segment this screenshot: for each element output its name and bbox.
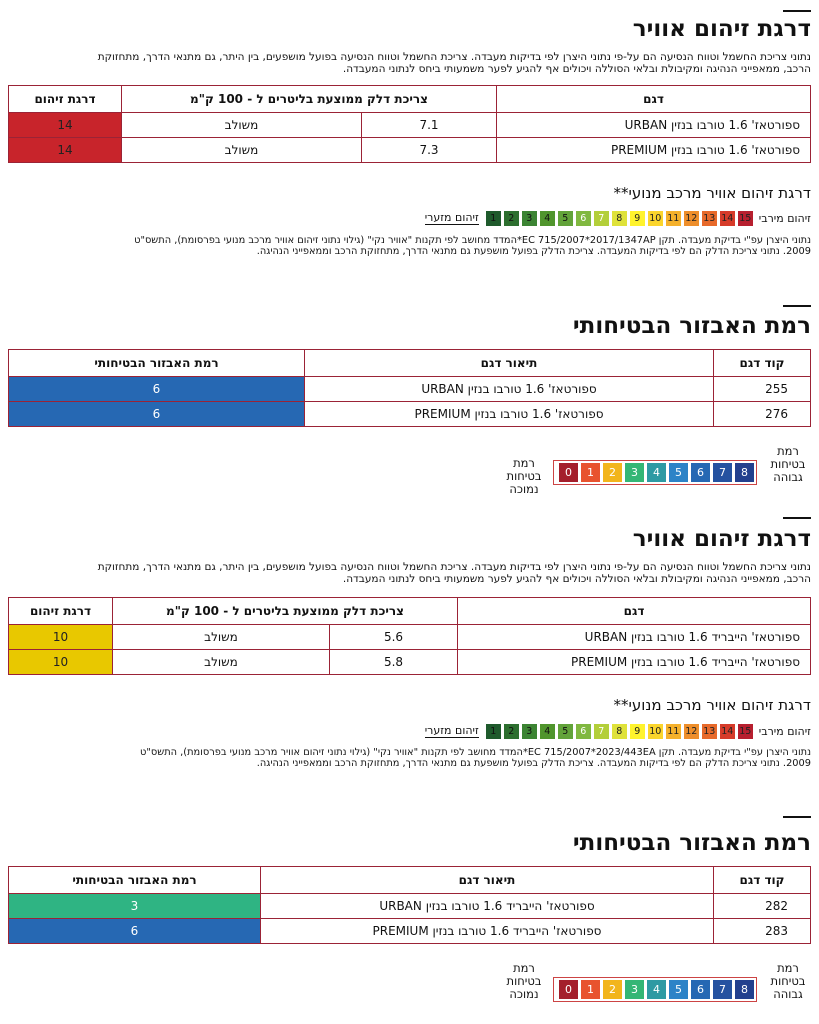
table-row — [9, 113, 811, 138]
scale-low-label: זיהום מזערי — [424, 211, 479, 224]
fuel-value-cell: 7.3 — [362, 138, 497, 163]
header-fuel: צריכת דלק ממוצעת בליטרים ל - 100 ק"מ — [122, 86, 497, 113]
safety-low-label: רמת בטיחות נמוכה — [506, 456, 542, 496]
pollution-level-15: 15 — [739, 212, 752, 224]
pollution-level-7: 7 — [594, 211, 609, 226]
pollution-level-6: 6 — [576, 724, 591, 739]
safety-level-7: 7 — [713, 980, 732, 999]
pollution-section-1 — [8, 10, 811, 270]
description-cell: ספורטאז' הייבריד 1.6 טורבו בנזין PREMIUM — [261, 919, 714, 944]
pollution-level-4: 4 — [540, 724, 555, 739]
grade-cell: 10 — [9, 625, 113, 650]
cycle-cell: משולב — [122, 113, 362, 138]
safety-level-6: 6 — [691, 463, 710, 482]
footnote: נתוני היצרן עפ"י בדיקת מעבדה. תקן EC 715/2007*2017/1347AP*המדד מחושב לפי תקנות "אוויר נקי" (גילוי נתוני זיהום אוויר מרכב מנועי בפרסומת), התשס"ט 2009. נתוני צריכת הדלק הם לפי בדיקות המעבדה. צריכת הדלק בפועל מושפעת גם מתנאי הדרך, מתחזוקת הרכב וממאפייני הנהיגה. — [134, 235, 811, 257]
safety-table — [8, 866, 811, 944]
scale-high-label: זיהום מירבי — [758, 724, 811, 738]
safety-level-6: 6 — [691, 980, 710, 999]
section-title: דרגת זיהום אוויר — [632, 526, 811, 552]
section-description: נתוני צריכת החשמל וטווח הנסיעה הם על-פי נתוני היצרן לפי בדיקות מעבדה. צריכת החשמל וטווח הנסיעה בפועל מושפעים, בין היתר, גם מתנאי הדרך, מתחזוקת הרכב, ממאפייני הנהיגה ומקיבולת ובלאי הסוללה ויכולים אף להגיע לפער משמעותי ביחס לנתוני המעבדה. — [97, 561, 811, 585]
table-row — [9, 625, 811, 650]
pollution-table — [8, 597, 811, 675]
level-cell: 6 — [9, 402, 305, 427]
header-grade: דרגת זיהום — [9, 86, 122, 113]
grade-cell: 14 — [9, 138, 122, 163]
safety-high-label: רמת בטיחות גבוהה — [770, 961, 806, 1001]
scale-high-label: זיהום מירבי — [758, 211, 811, 225]
pollution-level-3: 3 — [522, 211, 537, 226]
pollution-level-14: 14 — [721, 212, 734, 224]
model-cell: ספורטאז' 1.6 טורבו בנזין PREMIUM — [497, 138, 811, 163]
pollution-level-10: 10 — [649, 725, 662, 737]
footnote: נתוני היצרן עפ"י בדיקת מעבדה. תקן EC 715/2007*2023/443EA*המדד מחושב לפי תקנות "אוויר נקי" (גילוי נתוני זיהום אוויר מרכב מנועי בפרסומת), התשס"ט 2009. נתוני צריכת הדלק הם לפי בדיקות המעבדה. צריכת הדלק בפועל מושפעת גם מתנאי הדרך, מתחזוקת הרכב וממאפייני הנהיגה. — [140, 747, 811, 769]
safety-level-3: 3 — [625, 463, 644, 482]
pollution-table — [8, 85, 811, 163]
pollution-section-2 — [8, 517, 811, 777]
table-row — [9, 377, 811, 402]
pollution-scale — [425, 723, 811, 739]
header-grade: דרגת זיהום — [9, 598, 113, 625]
pollution-level-5: 5 — [558, 211, 573, 226]
table-row — [9, 919, 811, 944]
section-divider — [783, 10, 811, 12]
fuel-value-cell: 7.1 — [362, 113, 497, 138]
description-cell: ספורטאז' 1.6 טורבו בנזין PREMIUM — [305, 402, 714, 427]
fuel-value-cell: 5.6 — [330, 625, 458, 650]
pollution-scale — [425, 210, 811, 226]
table-row — [9, 402, 811, 427]
safety-level-2: 2 — [603, 980, 622, 999]
pollution-level-8: 8 — [612, 724, 627, 739]
pollution-level-7: 7 — [594, 724, 609, 739]
safety-level-2: 2 — [603, 463, 622, 482]
code-cell: 276 — [714, 402, 811, 427]
safety-level-3: 3 — [625, 980, 644, 999]
section-description: נתוני צריכת החשמל וטווח הנסיעה הם על-פי נתוני היצרן לפי בדיקות מעבדה. צריכת החשמל וטווח הנסיעה בפועל מושפעים, בין היתר, גם מתנאי הדרך, מתחזוקת הרכב, ממאפייני הנהיגה ומקיבולת ובלאי הסוללה ויכולים אף להגיע לפער משמעותי ביחס לנתוני המעבדה. — [97, 51, 811, 75]
safety-level-5: 5 — [669, 463, 688, 482]
pollution-level-13: 13 — [703, 725, 716, 737]
section-title: רמת האבזור הבטיחותי — [572, 830, 811, 856]
table-row — [9, 894, 811, 919]
pollution-level-6: 6 — [576, 211, 591, 226]
pollution-level-4: 4 — [540, 211, 555, 226]
header-code: קוד דגם — [714, 350, 811, 377]
code-cell: 283 — [714, 919, 811, 944]
model-cell: ספורטאז' הייבריד 1.6 טורבו בנזין URBAN — [458, 625, 811, 650]
header-model: דגם — [497, 86, 811, 113]
safety-level-8: 8 — [735, 463, 754, 482]
table-row — [9, 650, 811, 675]
safety-scale — [8, 962, 811, 1012]
pollution-level-8: 8 — [612, 211, 627, 226]
safety-level-5: 5 — [669, 980, 688, 999]
pollution-level-12: 12 — [685, 212, 698, 224]
section-divider — [783, 517, 811, 519]
description-cell: ספורטאז' 1.6 טורבו בנזין URBAN — [305, 377, 714, 402]
pollution-level-1: 1 — [486, 724, 501, 739]
level-cell: 3 — [9, 894, 261, 919]
fuel-value-cell: 5.8 — [330, 650, 458, 675]
header-fuel: צריכת דלק ממוצעת בליטרים ל - 100 ק"מ — [113, 598, 458, 625]
scale-title: דרגת זיהום אוויר מרכב מנועי** — [613, 696, 811, 714]
code-cell: 255 — [714, 377, 811, 402]
safety-level-1: 1 — [581, 980, 600, 999]
level-cell: 6 — [9, 377, 305, 402]
section-divider — [783, 305, 811, 307]
pollution-level-12: 12 — [685, 725, 698, 737]
pollution-level-10: 10 — [649, 212, 662, 224]
pollution-level-3: 3 — [522, 724, 537, 739]
pollution-level-2: 2 — [504, 211, 519, 226]
safety-section-2 — [8, 816, 811, 1024]
scale-low-label: זיהום מזערי — [424, 724, 479, 737]
grade-cell: 14 — [9, 113, 122, 138]
safety-level-1: 1 — [581, 463, 600, 482]
safety-low-label: רמת בטיחות נמוכה — [506, 961, 542, 1001]
header-model: דגם — [458, 598, 811, 625]
pollution-level-2: 2 — [504, 724, 519, 739]
pollution-level-1: 1 — [486, 211, 501, 226]
level-cell: 6 — [9, 919, 261, 944]
pollution-level-9: 9 — [630, 724, 645, 739]
table-row — [9, 138, 811, 163]
safety-section-1 — [8, 305, 811, 500]
safety-level-0: 0 — [559, 463, 578, 482]
pollution-level-11: 11 — [667, 725, 680, 737]
cycle-cell: משולב — [122, 138, 362, 163]
safety-level-0: 0 — [559, 980, 578, 999]
safety-level-8: 8 — [735, 980, 754, 999]
pollution-level-15: 15 — [739, 725, 752, 737]
section-title: רמת האבזור הבטיחותי — [572, 313, 811, 339]
section-title: דרגת זיהום אוויר — [632, 16, 811, 42]
safety-high-label: רמת בטיחות גבוהה — [770, 444, 806, 484]
cycle-cell: משולב — [113, 625, 330, 650]
pollution-level-5: 5 — [558, 724, 573, 739]
pollution-level-11: 11 — [667, 212, 680, 224]
header-level: רמת האבזור הבטיחותי — [9, 350, 305, 377]
safety-level-4: 4 — [647, 980, 666, 999]
header-description: תיאור דגם — [261, 867, 714, 894]
header-level: רמת האבזור הבטיחותי — [9, 867, 261, 894]
safety-level-7: 7 — [713, 463, 732, 482]
header-code: קוד דגם — [714, 867, 811, 894]
pollution-level-9: 9 — [630, 211, 645, 226]
scale-title: דרגת זיהום אוויר מרכב מנועי** — [613, 184, 811, 202]
safety-table — [8, 349, 811, 427]
grade-cell: 10 — [9, 650, 113, 675]
cycle-cell: משולב — [113, 650, 330, 675]
safety-level-4: 4 — [647, 463, 666, 482]
section-divider — [783, 816, 811, 818]
pollution-level-13: 13 — [703, 212, 716, 224]
model-cell: ספורטאז' 1.6 טורבו בנזין URBAN — [497, 113, 811, 138]
model-cell: ספורטאז' הייבריד 1.6 טורבו בנזין PREMIUM — [458, 650, 811, 675]
safety-scale — [8, 445, 811, 495]
header-description: תיאור דגם — [305, 350, 714, 377]
description-cell: ספורטאז' הייבריד 1.6 טורבו בנזין URBAN — [261, 894, 714, 919]
pollution-level-14: 14 — [721, 725, 734, 737]
code-cell: 282 — [714, 894, 811, 919]
